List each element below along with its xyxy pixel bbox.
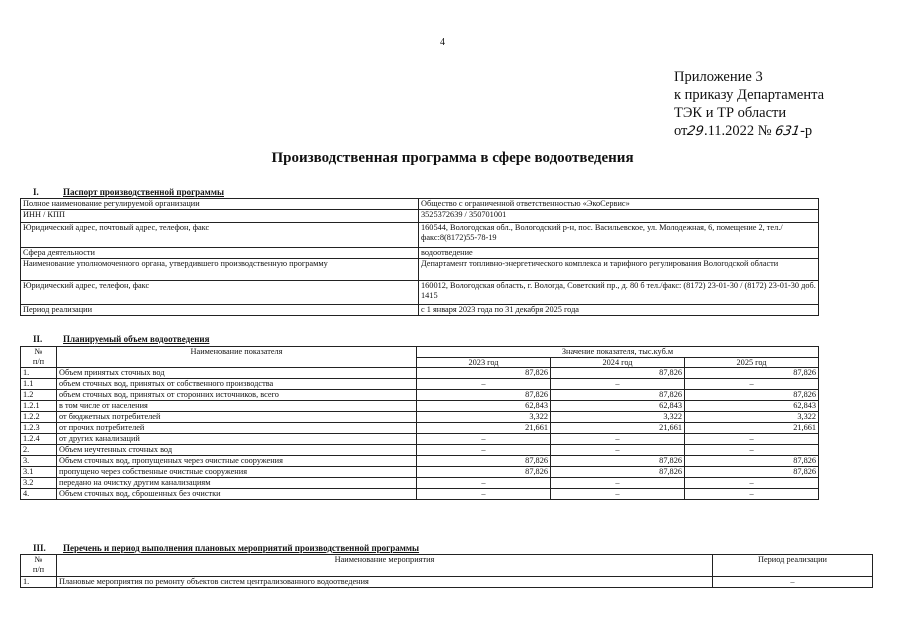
passport-label: Юридический адрес, почтовый адрес, телефон, факс (21, 223, 419, 248)
row-value: – (551, 478, 685, 489)
table-row (21, 390, 819, 401)
date-day-handwritten: 29 (686, 124, 706, 139)
table-row (21, 199, 819, 210)
measures-table (20, 554, 873, 588)
row-num: 1.2 (21, 390, 57, 401)
passport-value: с 1 января 2023 года по 31 декабря 2025 года (419, 305, 819, 316)
row-value: 87,826 (417, 456, 551, 467)
row-value: 21,661 (685, 423, 819, 434)
passport-value: 3525372639 / 350701001 (419, 210, 819, 223)
row-value: – (685, 489, 819, 500)
passport-value: Департамент топливно-энергетического комплекса и тарифного регулирования Вологодской области (419, 259, 819, 281)
document-title: Производственная программа в сфере водоотведения (271, 150, 634, 166)
table-row (21, 445, 819, 456)
row-value: 62,843 (417, 401, 551, 412)
row-value: – (685, 434, 819, 445)
table-header-row (21, 555, 873, 577)
col-header-year: 2025 год (685, 357, 819, 368)
table-row (21, 412, 819, 423)
appendix-line-1: Приложение 3 (674, 69, 763, 85)
row-value: 62,843 (685, 401, 819, 412)
table-row (21, 259, 819, 281)
order-suffix: -р (800, 123, 813, 139)
row-value: – (551, 379, 685, 390)
passport-label: Юридический адрес, телефон, факс (21, 281, 419, 305)
row-name: Объем сточных вод, пропущенных через очистные сооружения (57, 456, 417, 467)
table-row (21, 577, 873, 588)
section2-number: II. (33, 334, 43, 344)
row-value: – (417, 379, 551, 390)
row-num: 1.2.3 (21, 423, 57, 434)
passport-label: Полное наименование регулируемой организации (21, 199, 419, 210)
passport-value: Общество с ограниченной ответственностью «ЭкоСервис» (419, 199, 819, 210)
row-value: 87,826 (417, 467, 551, 478)
row-value: – (551, 434, 685, 445)
row-name: пропущено через собственные очистные сооружения (57, 467, 417, 478)
col-header-values: Значение показателя, тыс.куб.м (417, 347, 819, 358)
row-num: 1. (21, 368, 57, 379)
row-num: 1.1 (21, 379, 57, 390)
table-row (21, 368, 819, 379)
passport-table (20, 198, 819, 316)
row-value: 87,826 (685, 467, 819, 478)
row-value: – (417, 434, 551, 445)
row-num: 1.2.1 (21, 401, 57, 412)
row-num: 3.1 (21, 467, 57, 478)
row-name: от других канализаций (57, 434, 417, 445)
row-value: – (551, 445, 685, 456)
passport-value: 160012, Вологодская область, г. Вологда, Советский пр., д. 80 б тел./факс: (8172) 23-01-30 / (8172) 23-01-30 доб. 1415 (419, 281, 819, 305)
row-value: 87,826 (685, 390, 819, 401)
row-name: от бюджетных потребителей (57, 412, 417, 423)
row-value: 87,826 (551, 467, 685, 478)
row-name: Объем сточных вод, сброшенных без очистки (57, 489, 417, 500)
row-name: в том числе от населения (57, 401, 417, 412)
row-value: – (417, 445, 551, 456)
row-name: Объем принятых сточных вод (57, 368, 417, 379)
table-row (21, 467, 819, 478)
row-value: 21,661 (551, 423, 685, 434)
row-name: Объем неучтенных сточных вод (57, 445, 417, 456)
passport-label: Сфера деятельности (21, 248, 419, 259)
row-value: – (417, 489, 551, 500)
row-value: 3,322 (417, 412, 551, 423)
section3-heading (33, 543, 419, 553)
section3-number: III. (33, 543, 46, 553)
section1-heading (33, 187, 224, 197)
row-name: объем сточных вод, принятых от собственного производства (57, 379, 417, 390)
col-header-name: Наименование показателя (57, 347, 417, 368)
row-name: объем сточных вод, принятых от сторонних источников, всего (57, 390, 417, 401)
table-row (21, 489, 819, 500)
row-num: 3. (21, 456, 57, 467)
row-value: 87,826 (685, 456, 819, 467)
row-num: 1.2.4 (21, 434, 57, 445)
section2-heading (33, 334, 209, 344)
row-value: 87,826 (551, 390, 685, 401)
row-value: 3,322 (551, 412, 685, 423)
table-row (21, 478, 819, 489)
appendix-date-line (674, 122, 824, 141)
row-name: от прочих потребителей (57, 423, 417, 434)
date-rest: .11.2022 № (703, 123, 772, 139)
row-num: 4. (21, 489, 57, 500)
date-prefix: от (674, 123, 688, 139)
row-num: 2. (21, 445, 57, 456)
measure-name: Плановые мероприятия по ремонту объектов систем централизованного водоотведения (57, 577, 713, 588)
table-row (21, 281, 819, 305)
col-header-num: № п/п (21, 555, 57, 577)
page-number: 4 (440, 37, 445, 48)
row-value: – (685, 478, 819, 489)
row-value: 62,843 (551, 401, 685, 412)
row-name: передано на очистку другим канализациям (57, 478, 417, 489)
col-header-period: Период реализации (713, 555, 873, 577)
row-value: – (685, 445, 819, 456)
section1-title: Паспорт производственной программы (63, 187, 224, 197)
appendix-block (674, 68, 824, 141)
passport-value: водоотведение (419, 248, 819, 259)
row-value: 87,826 (417, 368, 551, 379)
table-row (21, 305, 819, 316)
table-row (21, 223, 819, 248)
row-num: 3.2 (21, 478, 57, 489)
col-header-year: 2024 год (551, 357, 685, 368)
measure-num: 1. (21, 577, 57, 588)
row-value: – (551, 489, 685, 500)
section2-title: Планируемый объем водоотведения (63, 334, 210, 344)
col-header-year: 2023 год (417, 357, 551, 368)
passport-label: Период реализации (21, 305, 419, 316)
row-value: 87,826 (551, 456, 685, 467)
order-number-handwritten: 631 (774, 124, 802, 139)
row-value: 3,322 (685, 412, 819, 423)
col-header-measure: Наименование мероприятия (57, 555, 713, 577)
row-value: 87,826 (417, 390, 551, 401)
appendix-line-3: ТЭК и ТР области (674, 105, 787, 121)
table-row (21, 456, 819, 467)
volume-table (20, 346, 819, 500)
passport-label: ИНН / КПП (21, 210, 419, 223)
passport-value: 160544, Вологодская обл., Вологодский р-н, пос. Васильевское, ул. Молодежная, 6, помещение 2, тел./факс:8(8172)55-78-19 (419, 223, 819, 248)
table-row (21, 401, 819, 412)
table-row (21, 210, 819, 223)
row-value: – (417, 478, 551, 489)
row-value: 21,661 (417, 423, 551, 434)
table-row (21, 248, 819, 259)
table-header-row (21, 347, 819, 358)
appendix-line-2: к приказу Департамента (674, 87, 825, 103)
section3-title: Перечень и период выполнения плановых мероприятий производственной программы (63, 543, 420, 553)
row-value: 87,826 (685, 368, 819, 379)
section1-number: I. (33, 187, 39, 197)
table-row (21, 379, 819, 390)
measure-period: – (713, 577, 873, 588)
row-value: 87,826 (551, 368, 685, 379)
table-row (21, 434, 819, 445)
col-header-num: № п/п (21, 347, 57, 368)
row-num: 1.2.2 (21, 412, 57, 423)
row-value: – (685, 379, 819, 390)
passport-label: Наименование уполномоченного органа, утвердившего производственную программу (21, 259, 419, 281)
table-row (21, 423, 819, 434)
